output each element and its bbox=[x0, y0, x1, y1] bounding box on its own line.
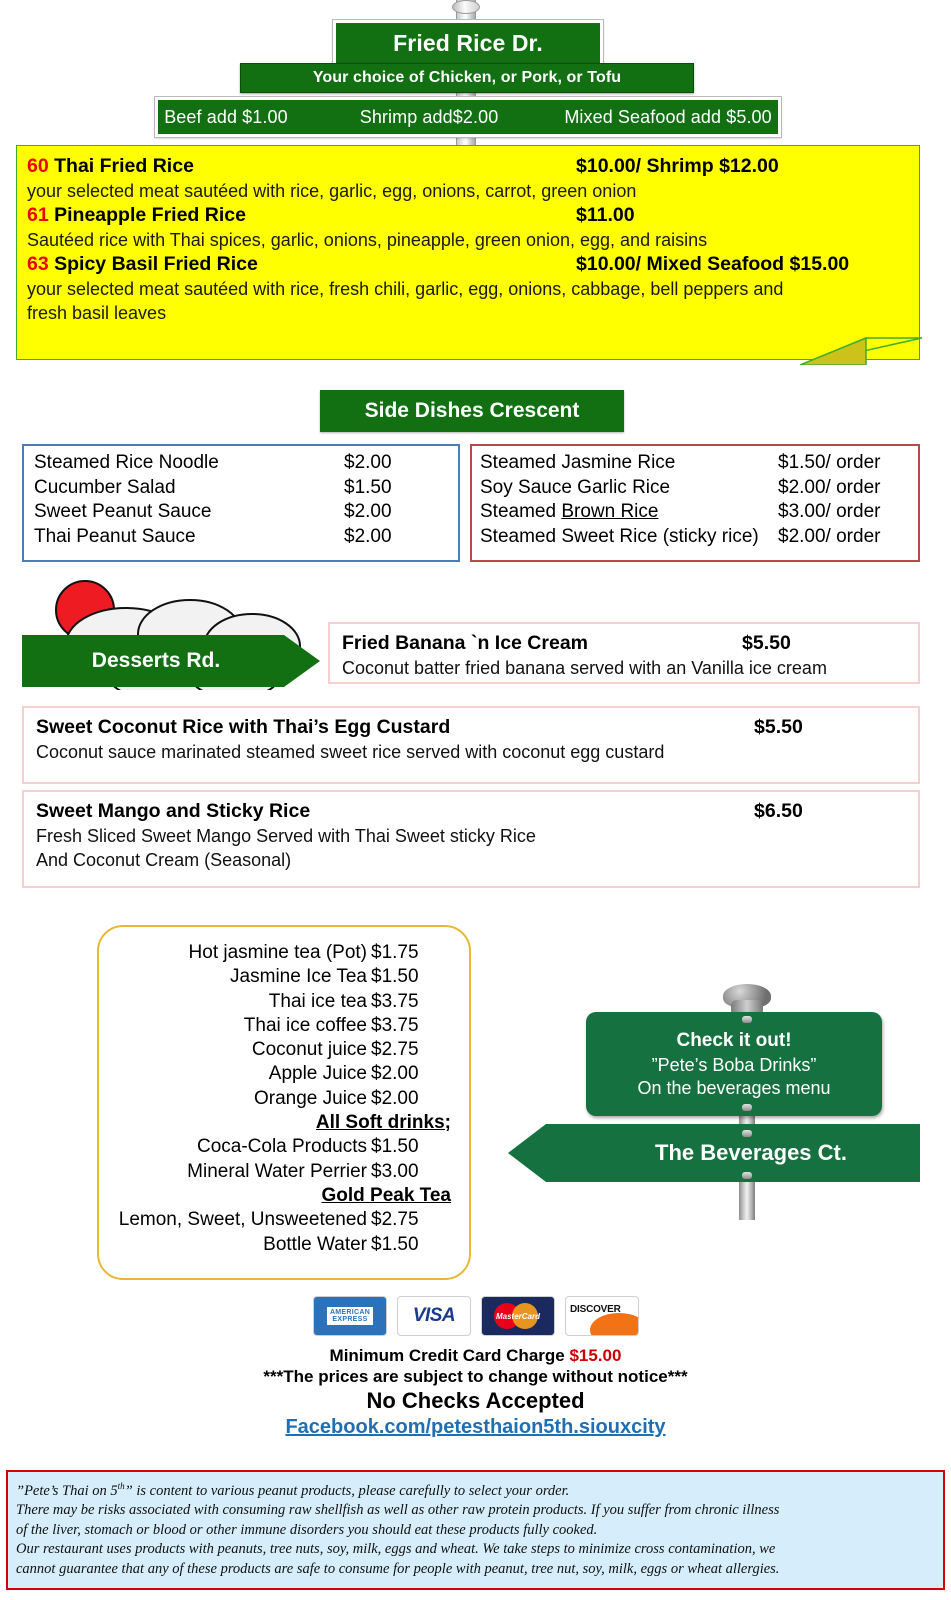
disclaimer-ordinal: th bbox=[117, 1481, 125, 1491]
item-description-cont: fresh basil leaves bbox=[27, 303, 167, 323]
sign-bolt-icon bbox=[742, 1104, 752, 1111]
discover-card-icon bbox=[565, 1296, 639, 1336]
beverage-name: Lemon, Sweet, Unsweetened bbox=[118, 1209, 367, 1231]
side-dish-name: Steamed Jasmine Rice bbox=[480, 452, 676, 473]
beverage-name: Jasmine Ice Tea bbox=[230, 966, 367, 988]
side-dish-price: $2.00 bbox=[344, 501, 392, 522]
side-dish-row bbox=[480, 500, 910, 525]
boba-drinks-name: ”Pete’s Boba Drinks” bbox=[651, 1055, 817, 1075]
side-dish-row bbox=[34, 500, 448, 525]
side-dish-price: $2.00 bbox=[344, 525, 392, 547]
disclaimer-line1-b: ” is content to various peanut products, please carefully to select your order. bbox=[124, 1482, 570, 1499]
mastercard-logo-text: MasterCard bbox=[495, 1311, 540, 1321]
discover-arc bbox=[590, 1313, 639, 1336]
dessert-item-box bbox=[328, 622, 920, 684]
addon-beef: Beef add $1.00 bbox=[164, 107, 288, 127]
amex-logo-text bbox=[327, 1307, 373, 1325]
item-description: your selected meat sautéed with rice, fresh chili, garlic, egg, onions, cabbage, bell peppers and bbox=[27, 279, 784, 299]
boba-check-it-out: Check it out! bbox=[676, 1030, 792, 1051]
side-dish-row bbox=[480, 525, 910, 550]
beverage-row bbox=[109, 941, 459, 965]
dessert-item-box bbox=[22, 790, 920, 888]
side-dish-price: $2.00/ order bbox=[778, 476, 881, 498]
beverage-row bbox=[109, 1014, 459, 1038]
dessert-description: Coconut batter fried banana served with an Vanilla ice cream bbox=[342, 658, 827, 678]
beverage-name: Coca-Cola Products bbox=[196, 1136, 367, 1158]
amex-card-icon bbox=[313, 1296, 387, 1336]
item-title bbox=[27, 203, 246, 228]
discover-logo-text: DISCOVER bbox=[570, 1304, 621, 1315]
desserts-sign-label: Desserts Rd. bbox=[91, 649, 221, 672]
amex-line2: EXPRESS bbox=[332, 1316, 368, 1323]
addon-shrimp: Shrimp add$2.00 bbox=[359, 107, 499, 127]
amex-line1: AMERICAN bbox=[329, 1309, 371, 1316]
protein-addon-sign bbox=[155, 97, 781, 137]
side-dish-price: $1.50 bbox=[344, 476, 392, 498]
beverage-row bbox=[109, 1038, 459, 1062]
side-dish-name: Steamed Rice Noodle bbox=[34, 452, 219, 473]
side-dish-row bbox=[34, 451, 448, 476]
gold-peak-tea-header: Gold Peak Tea bbox=[321, 1184, 451, 1206]
visa-logo-text: VISA bbox=[412, 1305, 456, 1326]
disclaimer-line-5: cannot guarantee that any of these products are safe to consume for people with peanut, tree nut, soy, milk, eggs or wheat allergies. bbox=[16, 1560, 780, 1577]
side-dish-name: Soy Sauce Garlic Rice bbox=[480, 476, 671, 498]
beverage-price: $2.75 bbox=[371, 1039, 419, 1061]
side-dish-price: $2.00/ order bbox=[778, 525, 881, 547]
side-dish-name-prefix: Steamed bbox=[480, 501, 562, 522]
minimum-charge-label: Minimum Credit Card Charge bbox=[329, 1346, 570, 1365]
minimum-charge-value: $15.00 bbox=[569, 1346, 622, 1365]
signpost-cap-icon bbox=[452, 0, 480, 14]
beverage-price: $3.00 bbox=[371, 1160, 419, 1182]
beverage-name: Mineral Water Perrier bbox=[187, 1160, 367, 1182]
allergy-disclaimer-box bbox=[6, 1470, 945, 1590]
fried-rice-menu-box bbox=[16, 145, 920, 360]
dessert-price: $5.50 bbox=[754, 716, 803, 738]
beverage-price: $3.75 bbox=[371, 990, 419, 1012]
item-description: your selected meat sautéed with rice, garlic, egg, onions, carrot, green onion bbox=[27, 181, 637, 201]
item-name: Thai Fried Rice bbox=[54, 155, 194, 177]
side-dish-name: Steamed Sweet Rice (sticky rice) bbox=[480, 525, 759, 547]
side-dish-price: $2.00 bbox=[344, 452, 392, 473]
item-price: $11.00 bbox=[576, 204, 635, 226]
fried-rice-sign: Fried Rice Dr. bbox=[333, 20, 603, 66]
no-checks-notice: No Checks Accepted bbox=[366, 1388, 585, 1413]
beverage-price: $3.75 bbox=[371, 1014, 419, 1036]
side-dish-row bbox=[480, 451, 910, 476]
beverages-court-label: The Beverages Ct. bbox=[655, 1140, 847, 1165]
disclaimer-line-4: Our restaurant uses products with peanuts, tree nuts, soy, milk, eggs and wheat. We take steps to minimize cross contamination, we bbox=[16, 1541, 776, 1558]
beverage-price: $1.50 bbox=[371, 966, 419, 988]
beverage-row bbox=[109, 990, 459, 1014]
beverage-price: $1.50 bbox=[371, 1233, 419, 1255]
boba-menu-note: On the beverages menu bbox=[637, 1078, 831, 1098]
disclaimer-line-1 bbox=[16, 1477, 935, 1501]
sign-bolt-icon bbox=[742, 1016, 752, 1023]
beverage-row bbox=[109, 1062, 459, 1086]
side-dish-row bbox=[34, 476, 448, 501]
side-dish-price: $3.00/ order bbox=[778, 501, 881, 522]
dessert-description: Coconut sauce marinated steamed sweet rice served with coconut egg custard bbox=[36, 742, 665, 762]
side-dish-name-underlined: Brown Rice bbox=[561, 501, 659, 522]
beverage-price: $1.75 bbox=[371, 942, 419, 963]
beverage-name: Thai ice tea bbox=[268, 990, 367, 1012]
sign-bolt-icon bbox=[742, 1130, 752, 1137]
side-dish-name: Thai Peanut Sauce bbox=[34, 525, 196, 547]
minimum-charge-notice bbox=[0, 1346, 951, 1366]
beverage-row bbox=[109, 1208, 459, 1232]
beverage-row bbox=[109, 1087, 459, 1111]
mastercard-card-icon bbox=[481, 1296, 555, 1336]
beverage-row bbox=[109, 1135, 459, 1159]
item-name: Spicy Basil Fried Rice bbox=[54, 253, 258, 275]
disclaimer-line-3: of the liver, stomach or blood or other immune disorders you should eat these products fully cooked. bbox=[16, 1521, 598, 1538]
dessert-price: $6.50 bbox=[754, 800, 803, 822]
item-name: Pineapple Fried Rice bbox=[54, 204, 246, 226]
beverage-row bbox=[109, 1160, 459, 1184]
item-price: $10.00/ Mixed Seafood $15.00 bbox=[576, 253, 850, 275]
meat-choice-sign: Your choice of Chicken, or Pork, or Tofu bbox=[240, 63, 694, 93]
beverage-price: $2.00 bbox=[371, 1063, 419, 1085]
item-number: 63 bbox=[27, 253, 49, 275]
side-dishes-header: Side Dishes Crescent bbox=[320, 390, 624, 432]
beverage-price: $2.00 bbox=[371, 1087, 419, 1109]
side-dishes-left-box bbox=[22, 444, 460, 562]
dessert-description: Fresh Sliced Sweet Mango Served with Thai Sweet sticky Rice bbox=[36, 826, 536, 846]
dessert-item-box bbox=[22, 706, 920, 784]
soft-drinks-header: All Soft drinks; bbox=[315, 1112, 451, 1134]
beverages-list-box bbox=[97, 925, 471, 1280]
dessert-name: Fried Banana `n Ice Cream bbox=[342, 632, 588, 654]
item-number: 60 bbox=[27, 155, 49, 177]
beverage-name: Thai ice coffee bbox=[243, 1014, 367, 1036]
dessert-price: $5.50 bbox=[742, 632, 791, 654]
beverage-name: Coconut juice bbox=[251, 1039, 367, 1061]
beverage-name: Bottle Water bbox=[263, 1233, 367, 1255]
disclaimer-line1-a: ”Pete’s Thai on 5 bbox=[16, 1482, 118, 1499]
dessert-description-cont: And Coconut Cream (Seasonal) bbox=[36, 850, 292, 870]
boba-promo-sign bbox=[586, 1012, 882, 1116]
beverage-name: Orange Juice bbox=[253, 1087, 367, 1109]
accepted-cards bbox=[313, 1296, 639, 1336]
side-dish-price: $1.50/ order bbox=[778, 452, 881, 473]
beverage-row bbox=[109, 965, 459, 989]
desserts-road-sign bbox=[22, 635, 322, 687]
side-dishes-right-box bbox=[470, 444, 920, 562]
item-price: $10.00/ Shrimp $12.00 bbox=[576, 155, 779, 177]
sign-bolt-icon bbox=[742, 1172, 752, 1179]
beverage-name: Hot jasmine tea (Pot) bbox=[188, 942, 367, 963]
side-dish-row bbox=[480, 476, 910, 501]
menu-item-row bbox=[27, 154, 909, 179]
beverages-court-sign bbox=[508, 1124, 920, 1182]
beverage-price: $1.50 bbox=[371, 1136, 419, 1158]
facebook-link[interactable]: Facebook.com/petesthaion5th.siouxcity bbox=[285, 1416, 666, 1438]
price-change-notice: ***The prices are subject to change without notice*** bbox=[263, 1367, 688, 1386]
beverage-row bbox=[109, 1233, 459, 1257]
item-title bbox=[27, 154, 194, 179]
side-dish-row bbox=[34, 525, 448, 550]
fried-rice-signpost bbox=[0, 0, 951, 148]
disclaimer-line-2: There may be risks associated with consuming raw shellfish as well as other raw protein products. If you suffer from chronic illness bbox=[16, 1502, 780, 1519]
item-title bbox=[27, 252, 258, 277]
item-description: Sautéed rice with Thai spices, garlic, onions, pineapple, green onion, egg, and raisins bbox=[27, 230, 708, 250]
side-dish-name: Cucumber Salad bbox=[34, 476, 176, 498]
menu-item-row bbox=[27, 252, 909, 277]
side-dish-name: Sweet Peanut Sauce bbox=[34, 501, 212, 522]
addon-seafood: Mixed Seafood add $5.00 bbox=[564, 107, 772, 127]
dessert-name: Sweet Coconut Rice with Thai’s Egg Custard bbox=[36, 716, 451, 738]
beverage-name: Apple Juice bbox=[268, 1063, 367, 1085]
visa-card-icon bbox=[397, 1296, 471, 1336]
item-number: 61 bbox=[27, 204, 49, 226]
dessert-name: Sweet Mango and Sticky Rice bbox=[36, 800, 311, 822]
beverage-price: $2.75 bbox=[371, 1209, 419, 1231]
menu-item-row bbox=[27, 203, 909, 228]
